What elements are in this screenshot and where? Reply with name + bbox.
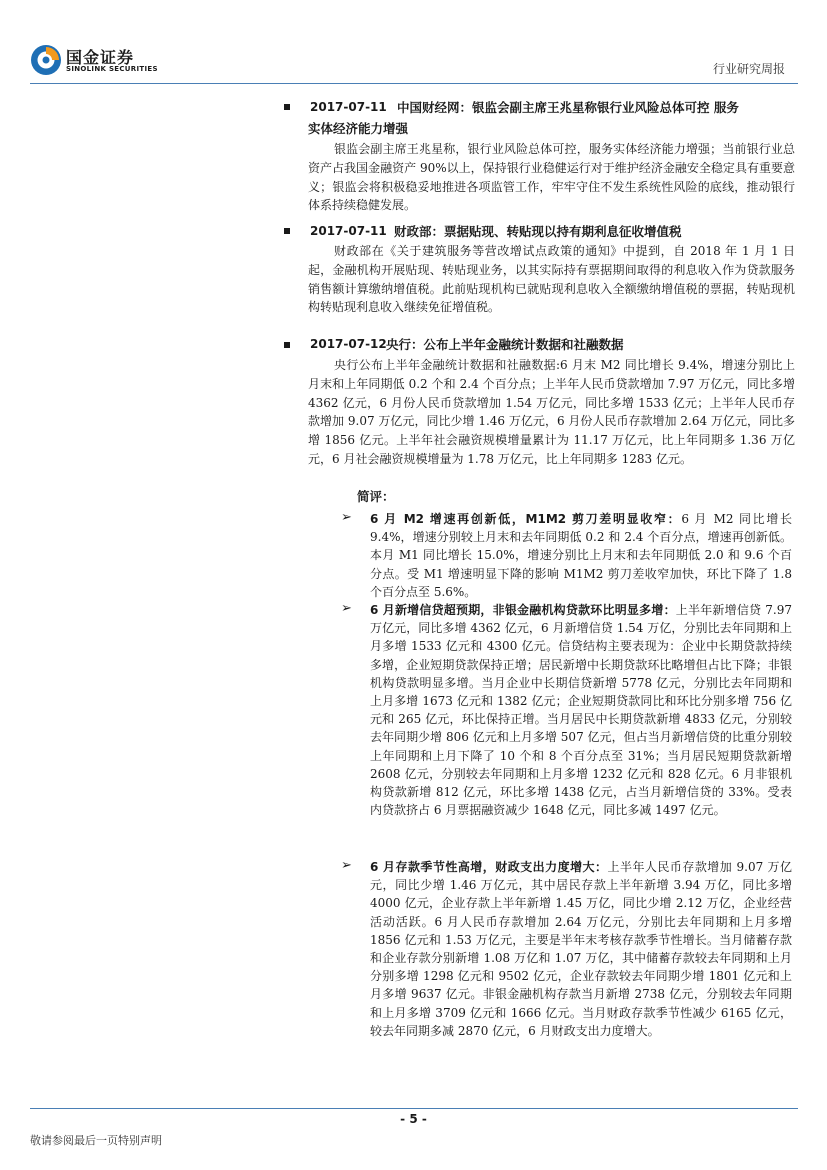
page-number: - 5 - — [400, 1112, 427, 1126]
review-heading: 简评： — [357, 489, 395, 504]
entry-date: 2017-07-12 — [310, 337, 387, 351]
logo-english-name: SINOLINK SECURITIES — [66, 65, 158, 73]
arrow-bullet-icon: ➢ — [341, 510, 352, 525]
logo-chinese-name: 国金证券 — [66, 48, 135, 67]
logo-mark-icon — [30, 44, 62, 76]
review-item-text: 6 月 M2 同比增长 9.4%，增速分别较上月末和去年同期低 0.2 和 2.4 个百分点，增速再创新低。本月 M1 同比增长 15.0%，增速分别比上月末和去年同期低 2.0 和 9.6 个百分点。受 M1 增速明显下降的影响 M1M2 剪刀差收窄加快，环比下降了 1.8 个百分点至 5.6%。 — [370, 512, 792, 599]
entry-bullet-icon — [284, 104, 290, 110]
entry-title: 中国财经网：银监会副主席王兆星称银行业风险总体可控 服务 — [397, 100, 739, 115]
review-item-text: 上半年新增信贷 7.97 万亿元，同比多增 4362 亿元，6 月新增信贷 1.54 万亿，分别比去年同期和上月多增 1533 亿元和 4300 亿元。信贷结构主要表现为：企业中长期贷款持续多增，企业短期贷款保持正增；居民新增中长期贷款环比略增但占比下降；非银机构贷款明显多增。当月企业中长期信贷新增 5778 亿元，分别比去年同期和上月多增 1673 亿元和 1382 亿元；企业短期贷款同比和环比分别多增 756 亿元和 265 亿元，环比保持正增。当月居民中长期贷款新增 4833 亿元，分别较去年同期少增 806 亿元和上月多增 507 亿元，但占当月新增信贷的比重分别较上年同期和上月下降了 10 个和 8 个百分点至 31%；当月居民短期贷款新增 2608 亿元，分别较去年同期和上月多增 1232 亿元和 828 亿元。6 月非银机构贷款新增 812 亿元，环比多增 1438 亿元，占当月新增信贷的 33%。受表内贷款挤占 6 月票据融资减少 1648 亿元，同比多减 1497 亿元。 — [370, 603, 792, 818]
entry-date: 2017-07-11 — [310, 100, 387, 114]
footer-divider — [30, 1108, 798, 1109]
entry-bullet-icon — [284, 228, 290, 234]
entry-body: 银监会副主席王兆星称，银行业风险总体可控，服务实体经济能力增强；当前银行业总资产占我国金融资产 90%以上，保持银行业稳健运行对于维护经济金融安全稳定具有重要意义；银监会将积极稳妥地推进各项监管工作，牢牢守住不发生系统性风险的底线，推动银行体系持续稳健发展。 — [308, 142, 795, 213]
arrow-bullet-icon: ➢ — [341, 601, 352, 616]
review-item — [370, 601, 792, 819]
header-divider — [30, 83, 798, 84]
company-logo — [30, 44, 158, 80]
entry-title: 财政部：票据贴现、转贴现以持有期利息征收增值税 — [394, 224, 682, 239]
review-item-heading: 6 月新增信贷超预期，非银金融机构贷款环比明显多增： — [370, 603, 676, 617]
review-item-heading: 6 月存款季节性高增，财政支出力度增大： — [370, 860, 608, 874]
page-header — [0, 0, 827, 90]
entry-title: 央行：公布上半年金融统计数据和社融数据 — [386, 337, 624, 352]
entry-date: 2017-07-11 — [310, 224, 387, 238]
review-item-text: 上半年人民币存款增加 9.07 万亿元，同比少增 1.46 万亿元，其中居民存款上半年新增 3.94 万亿，同比多增 4000 亿元，企业存款上半年新增 1.45 万亿，同比少增 2.12 万亿，企业经营活动活跃。6 月人民币存款增加 2.64 万亿元，分别比去年同期和上月多增 1856 亿元和 1.53 万亿元，主要是半年末考核存款季节性增长。当月储蓄存款和企业存款分别新增 1.08 万亿和 1.07 万亿，其中储蓄存款较去年同期和上月分别多增 1298 亿元和 9502 亿元，企业存款较去年同期少增 1801 亿元和上月多增 9637 亿元。非银金融机构存款当月新增 2738 亿元，分别较去年同期和上月多增 3709 亿元和 1666 亿元。当月财政存款季节性减少 6165 亿元，较去年同期多减 2870 亿元，6 月财政支出力度增大。 — [370, 860, 793, 1038]
footer-disclaimer: 敬请参阅最后一页特别声明 — [30, 1134, 162, 1147]
entry-bullet-icon — [284, 342, 290, 348]
entry-body: 央行公布上半年金融统计数据和社融数据:6 月末 M2 同比增长 9.4%，增速分别比上月末和上年同期低 0.2 个和 2.4 个百分点；上半年人民币贷款增加 7.97 万亿元，同比多增 4362 亿元，6 月份人民币贷款增加 1.54 万亿元，同比多增 1533 亿元；上半年人民币存款增加 9.07 万亿元，同比少增 1.46 万亿元，6 月份人民币存款增加 2.64 万亿元，同比多增 1856 亿元。上半年社会融资规模增量累计为 11.17 万亿元，比上年同期多 1.36 万亿元，6 月社会融资规模增量为 1.78 万亿元，比上年同期多 1283 亿元。 — [308, 358, 795, 466]
review-item — [370, 858, 792, 1040]
review-item-heading: 6 月 M2 增速再创新低，M1M2 剪刀差明显收窄： — [370, 512, 682, 526]
report-type: 行业研究周报 — [712, 62, 785, 76]
entry-title-continued: 实体经济能力增强 — [308, 121, 409, 136]
review-item — [370, 510, 792, 601]
entry-body: 财政部在《关于建筑服务等营改增试点政策的通知》中提到，自 2018 年 1 月 1 日起，金融机构开展贴现、转贴现业务，以其实际持有票据期间取得的利息收入作为贷款服务销售额计算缴纳增值税。此前贴现机构已就贴现利息收入全额缴纳增值税的票据，转贴现机构转贴现利息收入继续免征增值税。 — [308, 244, 795, 315]
arrow-bullet-icon: ➢ — [341, 858, 352, 873]
